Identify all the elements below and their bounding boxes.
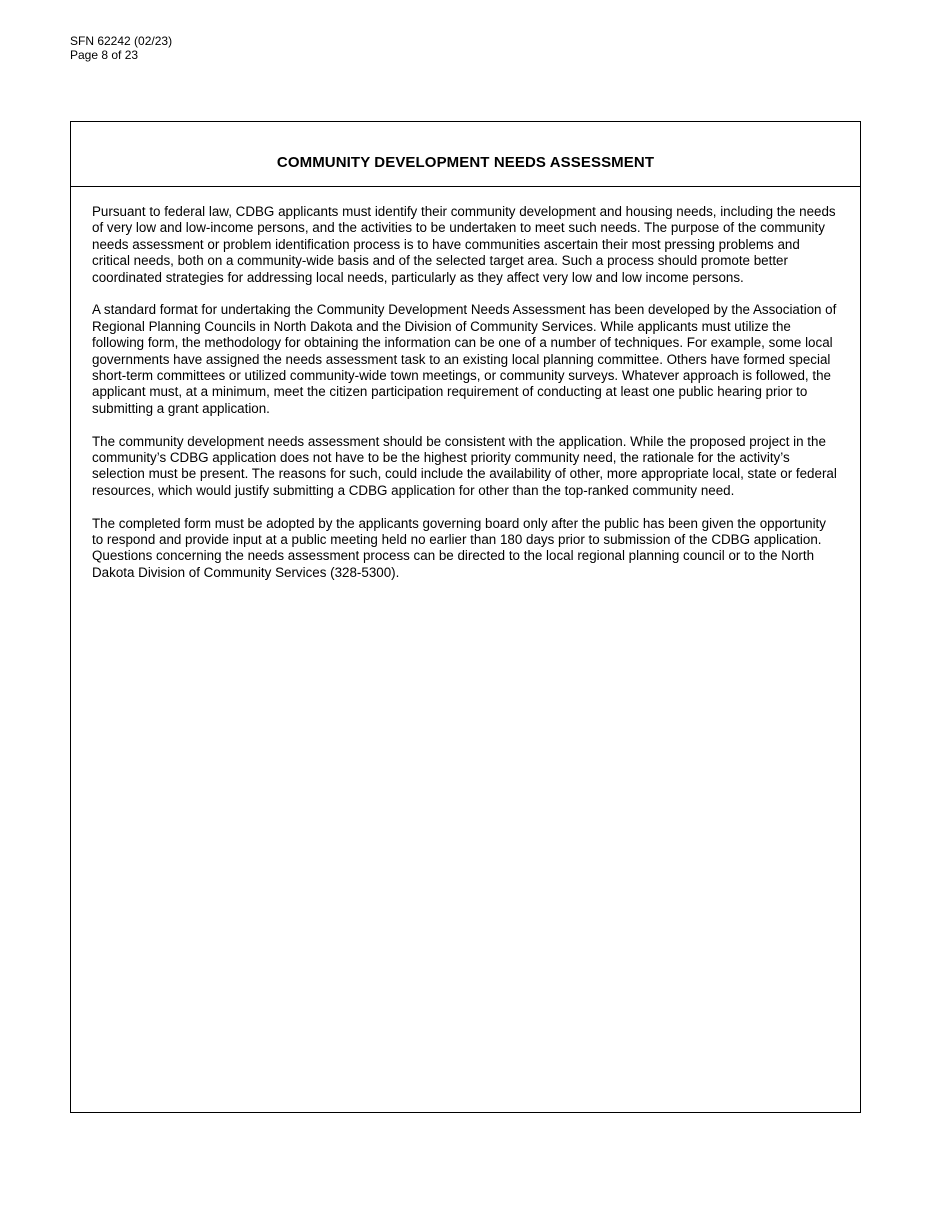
paragraph-adoption: The completed form must be adopted by the applicants governing board only after the public has been given the opportunity to respond and provide input at a public meeting held no earlier than 180 days prior to submission of the CDBG application. Questions concerning the needs assessment process can be directed to the local regional planning council or to the North Dakota Division of Community Services (328-5300). <box>92 515 826 580</box>
instructions-body <box>71 187 860 581</box>
section-title: COMMUNITY DEVELOPMENT NEEDS ASSESSMENT <box>276 154 655 171</box>
page-number: Page 8 of 23 <box>70 48 139 62</box>
paragraph-consistency: The community development needs assessment should be consistent with the application. While the proposed project in the community’s CDBG application does not have to be the highest priority community need, the rationale for the activity’s selection must be present. The reasons for such, could include the availability of other, more appropriate local, state or federal resources, which would justify submitting a CDBG application for other than the top-ranked community need. <box>92 433 837 498</box>
form-number: SFN 62242 (02/23) <box>70 34 173 48</box>
paragraph-federal-law: Pursuant to federal law, CDBG applicants must identify their community development and housing needs, including the needs of very low and low-income persons, and the activities to be undertaken to meet such needs. The purpose of the community needs assessment or problem identification process is to have communities ascertain their most pressing problems and critical needs, both on a community-wide basis and of the selected target area. Such a process should promote better coordinated strategies for addressing local needs, particularly as they affect very low and low income persons. <box>92 204 836 285</box>
needs-assessment-frame <box>70 121 861 1113</box>
paragraph-standard-format: A standard format for undertaking the Community Development Needs Assessment has been developed by the Association of Regional Planning Councils in North Dakota and the Division of Community Services. While applicants must utilize the following form, the methodology for obtaining the information can be one of a number of techniques. For example, some local governments have assigned the needs assessment task to an existing local planning committee. Others have formed special short-term committees or utilized community-wide town meetings, or community surveys. Whatever approach is followed, the applicant must, at a minimum, meet the citizen participation requirement of conducting at least one public hearing prior to submitting a grant application. <box>92 302 837 416</box>
section-title-bar <box>71 122 860 187</box>
form-header <box>70 34 172 62</box>
